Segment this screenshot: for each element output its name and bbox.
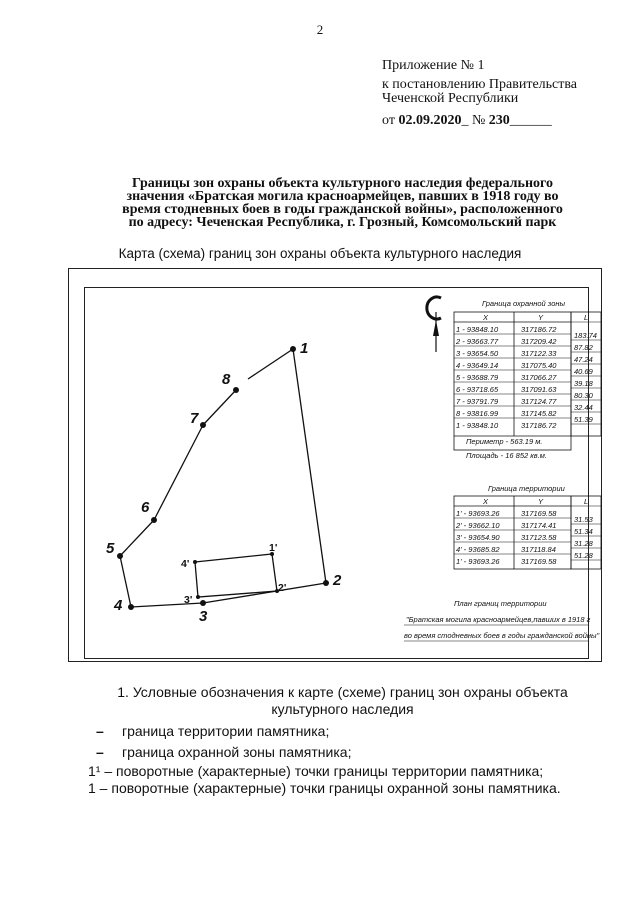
zone-table-header: Y — [538, 313, 544, 322]
territory-cell-y: 317169.58 — [521, 557, 557, 566]
legend-heading-line: культурного наследия — [271, 701, 414, 717]
zone-vertex — [233, 387, 239, 393]
appendix-line-2: Чеченской Республики — [382, 91, 519, 106]
zone-vertex — [128, 604, 134, 610]
title-line: по адресу: Чеченская Республика, г. Грозный, Комсомольский парк — [128, 215, 557, 230]
zone-cell-x: 7 - 93791.79 — [456, 397, 499, 406]
zone-cell-length: 80.30 — [574, 391, 593, 400]
territory-cell-y: 317118.84 — [521, 545, 556, 554]
zone-vertex — [117, 553, 123, 559]
zone-cell-y: 317124.77 — [521, 397, 557, 406]
date-prefix: от — [382, 113, 399, 128]
zone-point-label: 4 — [114, 597, 123, 614]
territory-point-label: 1' — [269, 542, 278, 554]
territory-vertex — [193, 560, 197, 564]
map-caption: Карта (схема) границ зон охраны объекта культурного наследия — [118, 246, 522, 261]
territory-cell-length: 51.34 — [574, 527, 593, 536]
territory-cell-x: 4' - 93685.82 — [456, 545, 500, 554]
zone-cell-length: 183.74 — [574, 331, 597, 340]
title-line: время стодневных боев в годы гражданской войны», расположенного — [122, 202, 563, 217]
legend-symbol: – — [96, 723, 104, 739]
legend-item-territory — [96, 723, 329, 739]
legend-item-zone — [96, 744, 351, 760]
legend-text: поворотные (характерные) точки границы территории памятника; — [116, 763, 544, 779]
territory-vertex — [196, 595, 200, 599]
zone-point-label: 8 — [222, 371, 231, 388]
north-arrow-icon — [427, 297, 441, 352]
zone-cell-x: 5 - 93688.79 — [456, 373, 499, 382]
decree-number: 230 — [488, 113, 510, 128]
title-line: Границы зон охраны объекта культурного наследия федерального — [131, 176, 554, 191]
zone-cell-x: 1 - 93848.10 — [456, 325, 499, 334]
territory-cell-x: 1' - 93693.26 — [456, 557, 500, 566]
zone-cell-x: 8 - 93816.99 — [456, 409, 499, 418]
zone-point-label: 7 — [190, 410, 199, 427]
page-number: 2 — [316, 22, 324, 37]
territory-table-header: L — [584, 497, 589, 506]
zone-table-header: L — [584, 313, 589, 322]
zone-perimeter: Периметр - 563.19 м. — [466, 437, 543, 446]
territory-table-title: Граница территории — [488, 484, 565, 493]
plan-caption-line: во время стодневных боев в годы гражданской войны" — [404, 631, 600, 640]
number-suffix: ______ — [509, 113, 552, 128]
zone-cell-length: 40.69 — [574, 367, 593, 376]
zone-cell-y: 317186.72 — [521, 421, 557, 430]
title-line: значения «Братская могила красноармейцев, павших в 1918 году во — [126, 189, 559, 204]
territory-boundary — [195, 554, 277, 597]
legend-item-territory-points — [88, 763, 543, 779]
zone-table-header: X — [483, 313, 489, 322]
zone-vertex — [323, 580, 329, 586]
territory-point-label: 4' — [181, 558, 190, 570]
zone-cell-y: 317145.82 — [521, 409, 557, 418]
zone-cell-y: 317066.27 — [521, 373, 557, 382]
territory-cell-x: 2' - 93662.10 — [456, 521, 500, 530]
territory-table-header: X — [483, 497, 489, 506]
zone-cell-length: 87.82 — [574, 343, 593, 352]
zone-cell-length: 51.39 — [574, 415, 593, 424]
legend-text: граница охранной зоны памятника; — [122, 744, 352, 760]
zone-cell-x: 3 - 93654.50 — [456, 349, 499, 358]
territory-cell-y: 317169.58 — [521, 509, 557, 518]
zone-point-label: 6 — [141, 499, 150, 516]
zone-cell-x: 4 - 93649.14 — [456, 361, 499, 370]
legend-heading — [80, 684, 605, 718]
zone-point-label: 2 — [333, 572, 342, 589]
zone-point-label: 5 — [106, 540, 115, 557]
territory-table-header: Y — [538, 497, 544, 506]
zone-cell-length: 32.44 — [574, 403, 593, 412]
appendix-line-1: к постановлению Правительства — [382, 77, 578, 92]
zone-cell-y: 317091.63 — [521, 385, 557, 394]
zone-cell-y: 317075.40 — [521, 361, 557, 370]
zone-cell-length: 47.24 — [574, 355, 593, 364]
legend-symbol: 1¹ – — [88, 763, 113, 779]
zone-point-label: 3 — [199, 608, 208, 625]
territory-point-label: 3' — [184, 594, 193, 606]
legend-symbol: – — [96, 744, 104, 760]
zone-vertex — [200, 600, 206, 606]
zone-cell-x: 6 - 93718.65 — [456, 385, 499, 394]
legend-item-zone-points — [88, 780, 561, 796]
plan-caption-line: План границ территории — [454, 599, 547, 608]
zone-point-label: 1 — [300, 340, 309, 357]
territory-cell-y: 317123.58 — [521, 533, 557, 542]
territory-cell-length: 31.53 — [574, 515, 593, 524]
number-separator: _ № — [461, 113, 489, 128]
legend-text: граница территории памятника; — [122, 723, 330, 739]
zone-cell-x: 1 - 93848.10 — [456, 421, 499, 430]
territory-cell-y: 317174.41 — [521, 521, 557, 530]
zone-area: Площадь - 16 852 кв.м. — [466, 451, 548, 460]
zone-cell-length: 39.18 — [574, 379, 593, 388]
zone-cell-x: 2 - 93663.77 — [456, 337, 499, 346]
plan-caption-line: "Братская могила красноармейцев,павших в 1918 г — [406, 615, 591, 624]
territory-point-label: 2' — [278, 582, 287, 594]
decree-date: 02.09.2020 — [398, 113, 462, 128]
zone-cell-y: 317122.33 — [521, 349, 557, 358]
zone-vertex — [151, 517, 157, 523]
territory-cell-length: 51.28 — [574, 551, 593, 560]
zone-vertex — [290, 346, 296, 352]
zone-vertex — [200, 422, 206, 428]
legend-heading-line: 1. Условные обозначения к карте (схеме) границ зон охраны объекта — [117, 684, 568, 700]
zone-table-title: Граница охранной зоны — [482, 299, 566, 308]
territory-cell-x: 3' - 93654.90 — [456, 533, 500, 542]
zone-cell-y: 317186.72 — [521, 325, 557, 334]
appendix-title: Приложение № 1 — [382, 58, 485, 73]
zone-cell-y: 317209.42 — [521, 337, 557, 346]
territory-cell-x: 1' - 93693.26 — [456, 509, 500, 518]
legend-symbol: 1 – — [88, 780, 108, 796]
legend-text: поворотные (характерные) точки границы охранной зоны памятника. — [111, 780, 561, 796]
territory-cell-length: 31.28 — [574, 539, 593, 548]
